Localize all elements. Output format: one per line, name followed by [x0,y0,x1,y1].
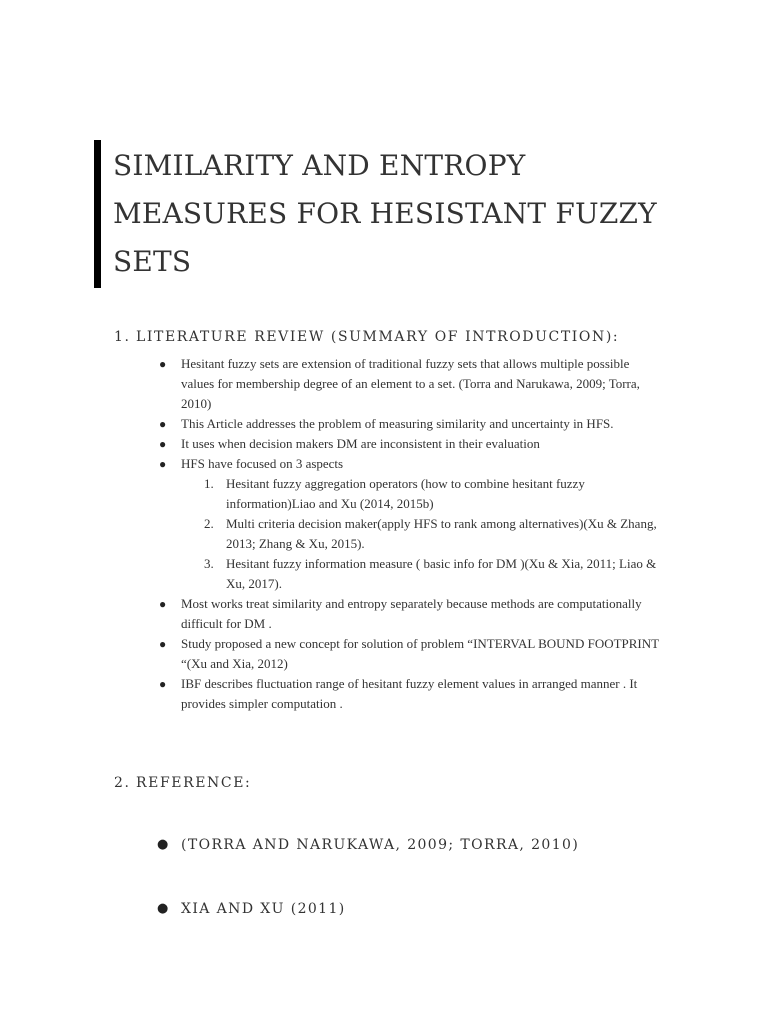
list-item-text: Most works treat similarity and entropy separately because methods are computationally difficult for DM . [181,596,642,631]
bullet-icon: ● [159,357,167,371]
reference-text: (TORRA AND NARUKAWA, 2009; TORRA, 2010) [181,837,580,853]
document-title [94,140,713,288]
bullet-icon: ● [159,677,167,691]
section-number: 2. [114,775,131,791]
list-item [204,514,661,554]
list-item-text: This Article addresses the problem of measuring similarity and uncertainty in HFS. [181,416,614,431]
bullet-icon: ● [159,637,167,651]
list-number: 1. [204,476,214,491]
literature-review-list [159,354,661,714]
list-item-text: Multi criteria decision maker(apply HFS to rank among alternatives)(Xu & Zhang, 2013; Zhang & Xu, 2015). [226,516,657,551]
list-item [159,454,661,594]
list-item-text: HFS have focused on 3 aspects [181,456,344,471]
bullet-icon: ● [159,417,167,431]
section-heading-literature-review [114,329,619,345]
aspects-list [181,474,661,594]
section-number: 1. [114,329,131,345]
reference-item [157,837,580,853]
bullet-icon: ● [159,457,167,471]
title-line: MEASURES FOR HESISTANT FUZZY [113,197,657,230]
section-title: LITERATURE REVIEW (SUMMARY OF INTRODUCTION): [136,329,620,345]
bullet-icon: ● [159,597,167,611]
bullet-icon: ● [157,837,170,852]
list-number: 2. [204,516,214,531]
list-item [159,354,661,414]
list-item-text: IBF describes fluctuation range of hesitant fuzzy element values in arranged manner . It provides simpler computation . [181,676,638,711]
list-number: 3. [204,556,214,571]
list-item [159,634,661,674]
title-line: SIMILARITY AND ENTROPY [113,149,526,182]
list-item [159,674,661,714]
reference-text: XIA AND XU (2011) [181,901,346,917]
reference-item [157,901,346,917]
section-title: REFERENCE: [136,775,252,791]
list-item-text: Study proposed a new concept for solution of problem “INTERVAL BOUND FOOTPRINT “(Xu and Xia, 2012) [181,636,659,671]
list-item [159,414,661,434]
section-heading-reference [114,775,251,791]
list-item [159,594,661,634]
list-item-text: Hesitant fuzzy sets are extension of traditional fuzzy sets that allows multiple possible values for membership degree of an element to a set. (Torra and Narukawa, 2009; Torra, 2010) [181,356,640,411]
list-item-text: It uses when decision makers DM are inconsistent in their evaluation [181,436,540,451]
list-item-text: Hesitant fuzzy aggregation operators (how to combine hesitant fuzzy information)Liao and Xu (2014, 2015b) [226,476,585,511]
bullet-icon: ● [159,437,167,451]
title-line: SETS [113,245,192,278]
bullet-icon: ● [157,901,170,916]
list-item-text: Hesitant fuzzy information measure ( basic info for DM )(Xu & Xia, 2011; Liao & Xu, 2017). [226,556,657,591]
list-item [159,434,661,454]
list-item [204,554,661,594]
list-item [204,474,661,514]
